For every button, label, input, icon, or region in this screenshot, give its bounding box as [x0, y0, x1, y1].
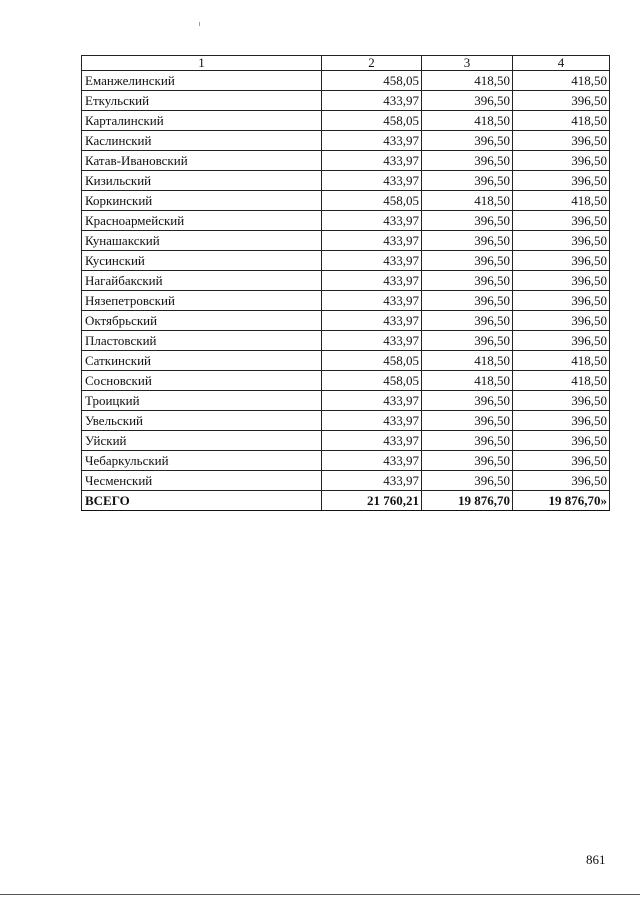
table-row — [82, 131, 610, 151]
row-col-3-cell: 396,50 — [422, 271, 513, 291]
row-col-4-cell: 396,50 — [513, 331, 610, 351]
row-col-3-cell: 396,50 — [422, 91, 513, 111]
row-col-2-cell: 458,05 — [322, 71, 422, 91]
row-col-4-cell: 418,50 — [513, 71, 610, 91]
table-row — [82, 251, 610, 271]
row-name-cell: Кунашакский — [82, 231, 322, 251]
row-name-cell: Карталинский — [82, 111, 322, 131]
row-name-cell: Сосновский — [82, 371, 322, 391]
row-col-4-cell: 396,50 — [513, 431, 610, 451]
table-row — [82, 451, 610, 471]
row-col-3-cell: 396,50 — [422, 151, 513, 171]
row-name-cell: Октябрьский — [82, 311, 322, 331]
table-row — [82, 271, 610, 291]
table-row — [82, 171, 610, 191]
row-col-3-cell: 418,50 — [422, 371, 513, 391]
row-col-2-cell: 433,97 — [322, 171, 422, 191]
row-col-3-cell: 418,50 — [422, 191, 513, 211]
row-col-3-cell: 396,50 — [422, 231, 513, 251]
row-col-4-cell: 396,50 — [513, 231, 610, 251]
table-row — [82, 431, 610, 451]
row-col-4-cell: 418,50 — [513, 191, 610, 211]
row-col-2-cell: 433,97 — [322, 471, 422, 491]
table-row — [82, 371, 610, 391]
row-col-2-cell: 458,05 — [322, 371, 422, 391]
row-col-2-cell: 458,05 — [322, 191, 422, 211]
row-name-cell: Кусинский — [82, 251, 322, 271]
row-col-3-cell: 396,50 — [422, 411, 513, 431]
row-col-2-cell: 433,97 — [322, 311, 422, 331]
table-row — [82, 391, 610, 411]
table-header-row — [82, 56, 610, 71]
row-col-2-cell: 433,97 — [322, 391, 422, 411]
row-name-cell: Еткульский — [82, 91, 322, 111]
page-number: 861 — [586, 852, 606, 867]
row-col-4-cell: 396,50 — [513, 451, 610, 471]
row-col-2-cell: 433,97 — [322, 131, 422, 151]
row-col-4-cell: 396,50 — [513, 271, 610, 291]
row-col-4-cell: 396,50 — [513, 151, 610, 171]
row-col-3-cell: 418,50 — [422, 351, 513, 371]
table-row — [82, 331, 610, 351]
total-label: ВСЕГО — [82, 491, 322, 511]
table-row — [82, 311, 610, 331]
row-col-2-cell: 433,97 — [322, 91, 422, 111]
header-col-1: 1 — [82, 56, 322, 71]
row-col-2-cell: 433,97 — [322, 451, 422, 471]
row-name-cell: Саткинский — [82, 351, 322, 371]
row-name-cell: Чебаркульский — [82, 451, 322, 471]
row-col-3-cell: 418,50 — [422, 71, 513, 91]
row-col-4-cell: 418,50 — [513, 111, 610, 131]
row-name-cell: Нязепетровский — [82, 291, 322, 311]
table-row — [82, 471, 610, 491]
table-row — [82, 291, 610, 311]
row-col-4-cell: 396,50 — [513, 291, 610, 311]
row-col-4-cell: 396,50 — [513, 251, 610, 271]
row-col-4-cell: 418,50 — [513, 351, 610, 371]
row-col-4-cell: 396,50 — [513, 211, 610, 231]
row-name-cell: Коркинский — [82, 191, 322, 211]
total-col-2: 21 760,21 — [322, 491, 422, 511]
header-col-2: 2 — [322, 56, 422, 71]
row-name-cell: Троицкий — [82, 391, 322, 411]
row-col-3-cell: 396,50 — [422, 131, 513, 151]
row-col-2-cell: 433,97 — [322, 231, 422, 251]
table-row — [82, 351, 610, 371]
header-col-4: 4 — [513, 56, 610, 71]
table-row — [82, 191, 610, 211]
row-col-2-cell: 433,97 — [322, 211, 422, 231]
row-col-4-cell: 396,50 — [513, 131, 610, 151]
table-row — [82, 231, 610, 251]
row-col-3-cell: 396,50 — [422, 291, 513, 311]
row-name-cell: Каслинский — [82, 131, 322, 151]
row-col-2-cell: 433,97 — [322, 271, 422, 291]
total-row — [82, 491, 610, 511]
row-col-4-cell: 396,50 — [513, 471, 610, 491]
row-name-cell: Красноармейский — [82, 211, 322, 231]
row-name-cell: Увельский — [82, 411, 322, 431]
table-row — [82, 211, 610, 231]
allocation-table — [81, 55, 610, 511]
row-col-2-cell: 433,97 — [322, 291, 422, 311]
row-col-3-cell: 396,50 — [422, 251, 513, 271]
row-name-cell: Чесменский — [82, 471, 322, 491]
row-name-cell: Уйский — [82, 431, 322, 451]
row-name-cell: Еманжелинский — [82, 71, 322, 91]
header-col-3: 3 — [422, 56, 513, 71]
row-col-3-cell: 396,50 — [422, 431, 513, 451]
row-col-2-cell: 433,97 — [322, 151, 422, 171]
row-name-cell: Пластовский — [82, 331, 322, 351]
row-col-3-cell: 396,50 — [422, 471, 513, 491]
row-col-2-cell: 433,97 — [322, 431, 422, 451]
row-name-cell: Кизильский — [82, 171, 322, 191]
table-row — [82, 71, 610, 91]
table-row — [82, 111, 610, 131]
row-col-2-cell: 458,05 — [322, 351, 422, 371]
total-col-3: 19 876,70 — [422, 491, 513, 511]
total-col-4: 19 876,70» — [513, 491, 610, 511]
row-col-3-cell: 396,50 — [422, 211, 513, 231]
row-col-2-cell: 433,97 — [322, 331, 422, 351]
table-row — [82, 91, 610, 111]
row-name-cell: Катав-Ивановский — [82, 151, 322, 171]
table-row — [82, 151, 610, 171]
row-col-4-cell: 396,50 — [513, 391, 610, 411]
table-row — [82, 411, 610, 431]
row-col-4-cell: 396,50 — [513, 91, 610, 111]
row-col-3-cell: 418,50 — [422, 111, 513, 131]
table-body — [82, 71, 610, 491]
row-col-2-cell: 433,97 — [322, 411, 422, 431]
row-col-2-cell: 458,05 — [322, 111, 422, 131]
row-col-3-cell: 396,50 — [422, 311, 513, 331]
row-col-4-cell: 396,50 — [513, 311, 610, 331]
row-col-3-cell: 396,50 — [422, 391, 513, 411]
row-col-2-cell: 433,97 — [322, 251, 422, 271]
row-col-3-cell: 396,50 — [422, 171, 513, 191]
row-col-4-cell: 396,50 — [513, 411, 610, 431]
page-tick-mark — [199, 22, 200, 26]
row-col-3-cell: 396,50 — [422, 331, 513, 351]
row-col-3-cell: 396,50 — [422, 451, 513, 471]
bottom-rule — [0, 894, 640, 895]
row-col-4-cell: 396,50 — [513, 171, 610, 191]
row-col-4-cell: 418,50 — [513, 371, 610, 391]
row-name-cell: Нагайбакский — [82, 271, 322, 291]
